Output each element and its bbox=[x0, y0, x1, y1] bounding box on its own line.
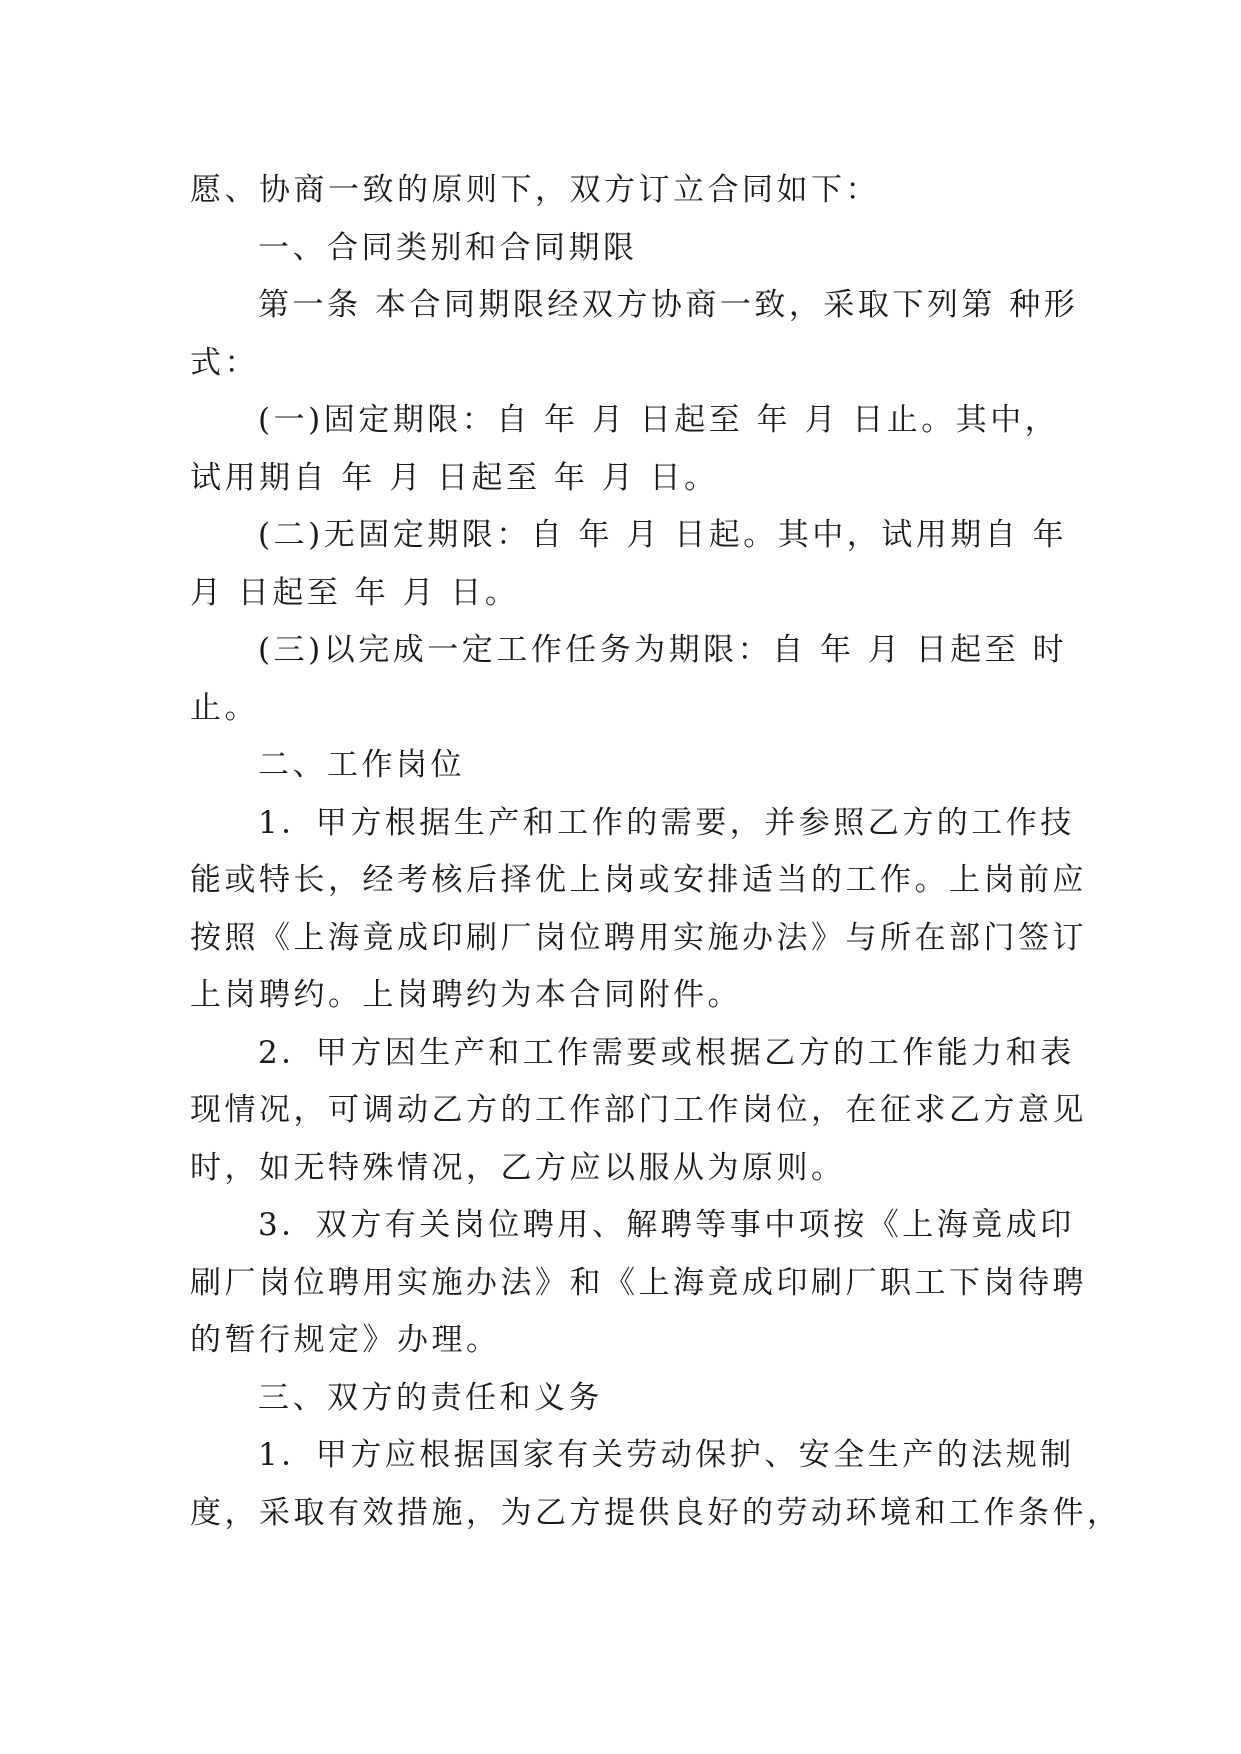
text-line: 1．甲方根据生产和工作的需要，并参照乙方的工作技 bbox=[258, 804, 1075, 841]
text-line: 刷厂岗位聘用实施办法》和《上海竟成印刷厂职工下岗待聘 bbox=[190, 1264, 1087, 1301]
text-line: 度，采取有效措施，为乙方提供良好的劳动环境和工作条件， bbox=[190, 1494, 1122, 1531]
text-line: (一)固定期限：自 年 月 日起至 年 月 日止。其中， bbox=[258, 402, 1060, 438]
text-line: 2．甲方因生产和工作需要或根据乙方的工作能力和表 bbox=[258, 1034, 1075, 1071]
text-line: 月 日起至 年 月 日。 bbox=[190, 574, 520, 611]
text-line: 的暂行规定》办理。 bbox=[190, 1322, 501, 1358]
text-line: 3．双方有关岗位聘用、解聘等事中项按《上海竟成印 bbox=[258, 1207, 1075, 1243]
text-line: 第一条 本合同期限经双方协商一致，采取下列第 种形 bbox=[258, 287, 1079, 323]
text-line: 按照《上海竟成印刷厂岗位聘用实施办法》与所在部门签订 bbox=[190, 919, 1087, 956]
text-line: 式： bbox=[190, 344, 259, 381]
text-line: 现情况，可调动乙方的工作部门工作岗位，在征求乙方意见 bbox=[190, 1092, 1087, 1128]
text-line: 1．甲方应根据国家有关劳动保护、安全生产的法规制 bbox=[258, 1437, 1075, 1473]
section-heading: 三、双方的责任和义务 bbox=[258, 1379, 603, 1416]
text-line: 试用期自 年 月 日起至 年 月 日。 bbox=[190, 459, 719, 496]
document-body bbox=[190, 162, 1122, 1542]
text-line: 愿、协商一致的原则下，双方订立合同如下： bbox=[190, 172, 880, 208]
text-line: (二)无固定期限：自 年 月 日起。其中，试用期自 年 bbox=[258, 517, 1068, 553]
text-line: (三)以完成一定工作任务为期限：自 年 月 日起至 时 bbox=[258, 632, 1068, 668]
text-line: 时，如无特殊情况，乙方应以服从为原则。 bbox=[190, 1149, 846, 1186]
text-line: 止。 bbox=[190, 689, 259, 726]
text-line: 上岗聘约。上岗聘约为本合同附件。 bbox=[190, 977, 742, 1013]
text-line: 能或特长，经考核后择优上岗或安排适当的工作。上岗前应 bbox=[190, 862, 1087, 898]
section-heading: 一、合同类别和合同期限 bbox=[258, 229, 638, 266]
section-heading: 二、工作岗位 bbox=[258, 747, 465, 783]
